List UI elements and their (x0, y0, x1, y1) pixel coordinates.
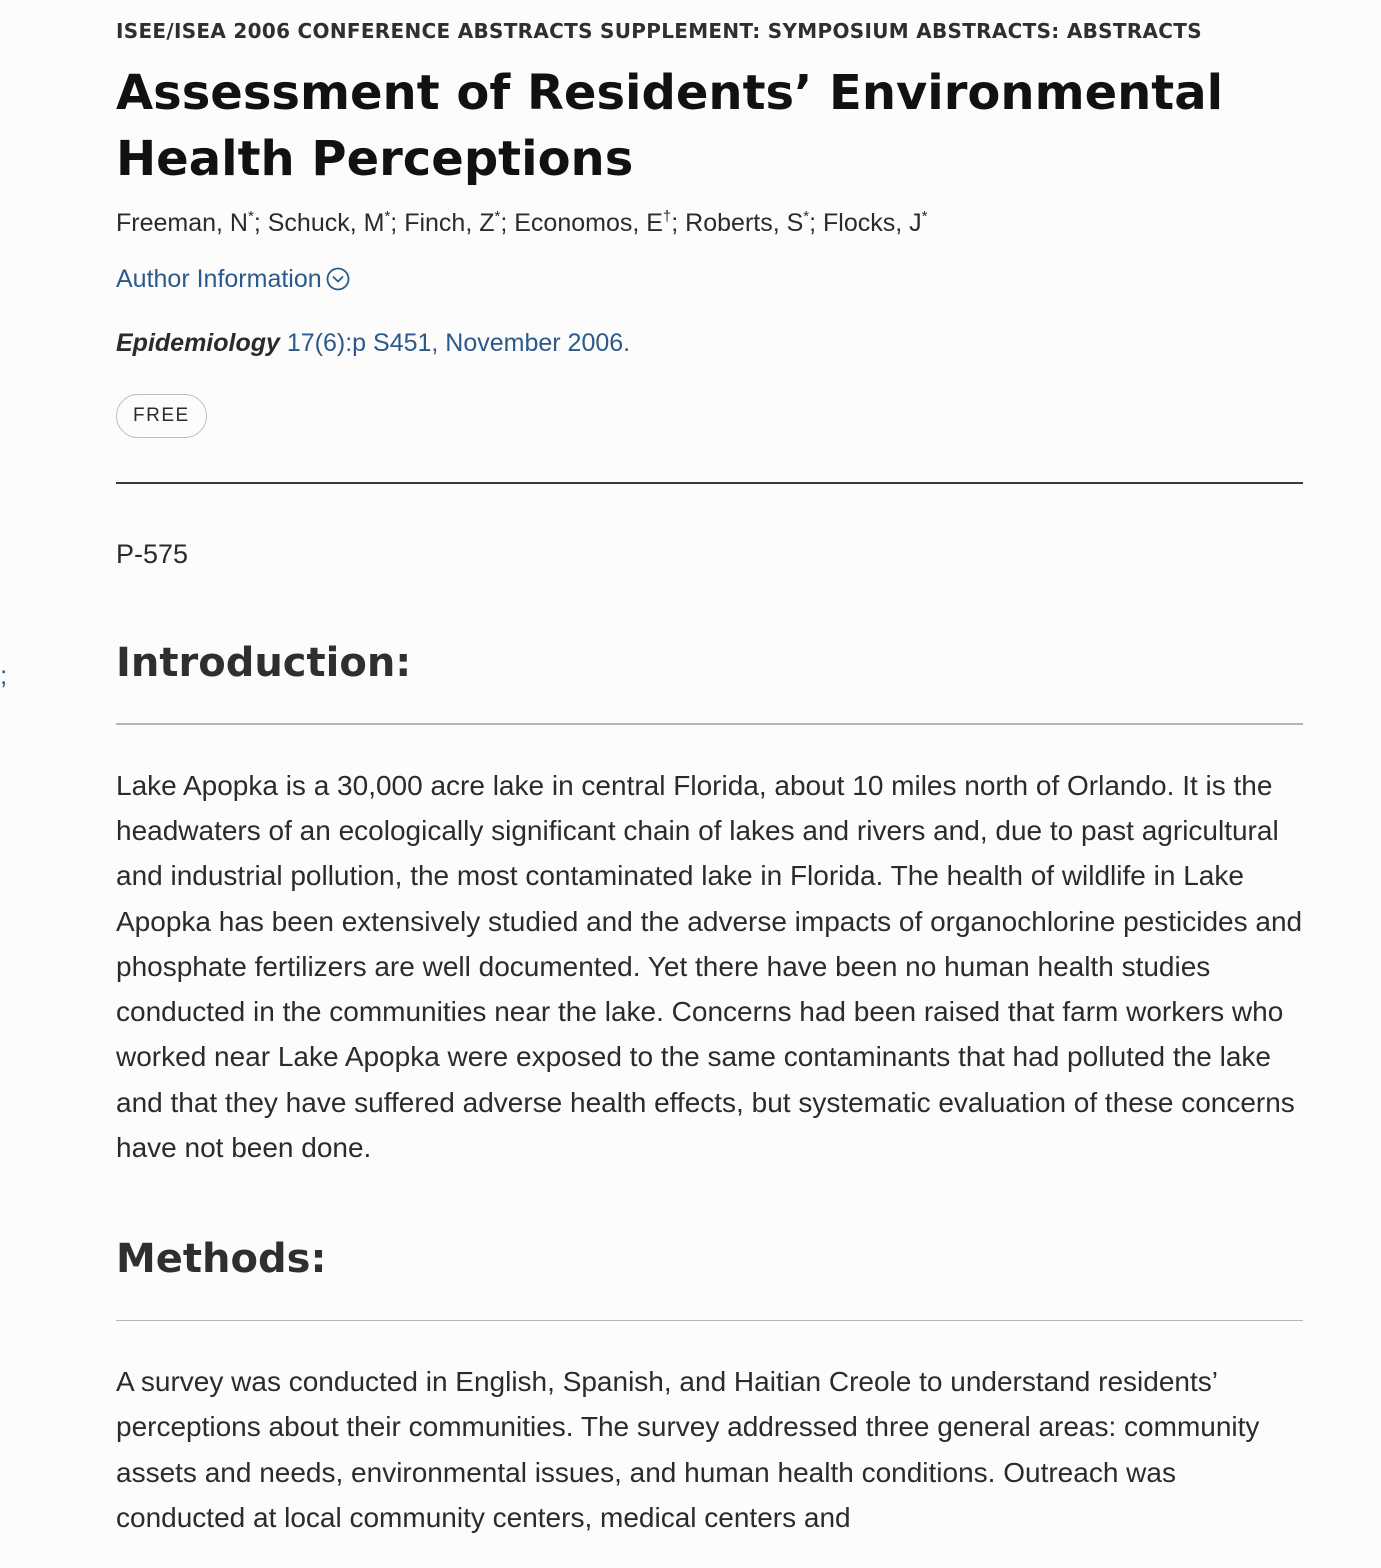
section-paragraph: Lake Apopka is a 30,000 acre lake in central Florida, about 10 miles north of Orlando. It is the headwaters of an ecologically significant chain of lakes and rivers and, due to past agricultural and industrial pollution, the most contaminated lake in Florida. The health of wildlife in Lake Apopka has been extensively studied and the adverse impacts of organochlorine pesticides and phosphate fertilizers are well documented. Yet there have been no human health studies conducted in the communities near the lake. Concerns had been raised that farm workers who worked near Lake Apopka were exposed to the same contaminants that had polluted the lake and that they have suffered adverse health effects, but systematic evaluation of these concerns have not been done. (116, 769, 1303, 1164)
author-name: Economos, E (514, 209, 663, 237)
author-name: Schuck, M (267, 209, 385, 237)
author-name: Freeman, N (116, 209, 248, 237)
article-kicker[interactable]: ISEE/ISEA 2006 CONFERENCE ABSTRACTS SUPPLEMENT: SYMPOSIUM ABSTRACTS: ABSTRACTS (116, 19, 1202, 43)
section-introduction (116, 636, 1303, 1170)
author-information-label: Author Information (116, 265, 322, 293)
author-affiliation-mark: * (494, 208, 501, 225)
author-separator: ; (500, 209, 515, 237)
author-affiliation-mark: * (384, 208, 391, 225)
author-affiliation-mark: † (662, 208, 672, 225)
section-methods (116, 1232, 1303, 1540)
author-affiliation-mark: * (803, 208, 810, 225)
author-separator: ; (253, 209, 268, 237)
section-heading: Introduction: (116, 640, 412, 686)
section-divider (116, 723, 1303, 725)
issue-link[interactable]: 17(6):p S451, November 2006. (286, 329, 631, 357)
author-name: Flocks, J (823, 209, 922, 237)
author-separator: ; (390, 209, 405, 237)
author-affiliation-mark: * (921, 208, 928, 225)
chevron-down-circle-icon (326, 267, 350, 291)
section-divider (116, 1320, 1303, 1322)
author-name: Roberts, S (685, 209, 804, 237)
journal-name: Epidemiology (116, 329, 280, 357)
section-paragraph: A survey was conducted in English, Spanish, and Haitian Creole to understand residents’ perceptions about their communities. The survey addressed three general areas: community assets and needs, environmental issues, and human health conditions. Outreach was conducted at local community centers, medical centers and (116, 1366, 1260, 1533)
abstract-id: P-575 (116, 539, 189, 569)
article-title: Assessment of Residents’ Environmental Health Perceptions (116, 65, 1224, 187)
header-divider (116, 482, 1303, 484)
free-access-badge: FREE (116, 394, 207, 438)
offscreen-edge-mark: ; (0, 660, 8, 690)
citation (116, 326, 1303, 360)
author-list (116, 206, 1303, 240)
author-information-toggle[interactable] (116, 262, 350, 296)
author-separator: ; (671, 209, 686, 237)
section-heading: Methods: (116, 1236, 327, 1283)
author-separator: ; (809, 209, 824, 237)
article (116, 0, 1303, 1568)
author-affiliation-mark: * (247, 208, 254, 225)
author-name: Finch, Z (404, 209, 495, 237)
